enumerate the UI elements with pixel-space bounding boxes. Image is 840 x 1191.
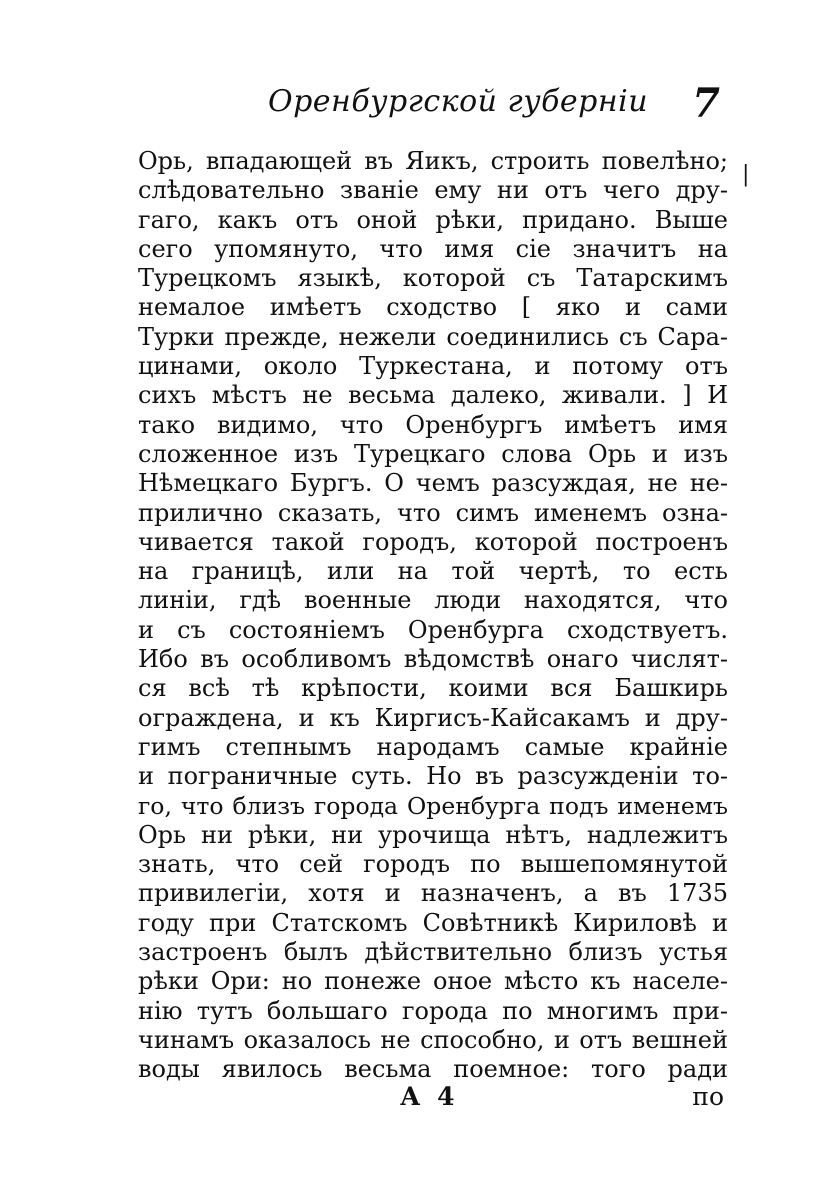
text-line: Турецкомъ языкѣ, которой съ Татарскимъ [138,264,728,293]
text-line: Орь, впадающей въ Яикъ, строить повелѣно; [138,147,728,175]
text-line: сего упомянуто, что имя сіе значитъ на [138,234,728,263]
text-line: гаго, какъ отъ оной рѣки, придано. Выше [138,205,728,234]
text-line: сложенное изъ Турецкаго слова Орь и изъ [138,439,728,468]
text-line: тако видимо, что Оренбургъ имѣетъ имя [138,410,728,439]
text-line: Нѣмецкаго Бургъ. О чемъ разсуждая, не не- [138,469,728,498]
text-line: Турки прежде, нежели соединились съ Сара- [138,322,728,351]
text-line: прилично сказать, что симъ именемъ озна- [138,498,728,527]
page-number: 7 [692,80,720,127]
text-line: ся всѣ тѣ крѣпости, коими вся Башкирь [138,674,728,703]
text-line: на границѣ, или на той чертѣ, то есть [138,557,728,586]
text-line: и съ состояніемъ Оренбурга сходствуетъ. [138,615,728,644]
text-line: линіи, гдѣ военные люди находятся, что [138,586,728,615]
text-line: и пограничные суть. Но въ разсужденіи то- [138,762,728,791]
text-line: сихъ мѣстъ не весьма далеко, живали. ] И [138,381,728,410]
text-line: го, что близъ города Оренбурга подъ именемъ [138,791,728,820]
page-header [138,80,728,136]
catchword: по [692,1082,724,1111]
text-line: гимъ степнымъ народамъ самые крайніе [138,732,728,761]
text-line: рѣки Ори: но понеже оное мѣсто къ населе- [138,967,728,996]
text-line: привилегіи, хотя и назначенъ, а въ 1735 [138,879,728,908]
text-line: нію тутъ большаго города по многимъ при- [138,996,728,1025]
text-line: чинамъ оказалось не способно, и отъ вешней [138,1025,728,1054]
text-line: слѣдовательно званіе ему ни отъ чего дру- [138,176,728,205]
running-head: Оренбургской губерніи [268,84,649,119]
text-line: цинами, около Туркестана, и потому отъ [138,352,728,381]
page-footer [138,1082,728,1116]
text-line: застроенъ былъ дѣйствительно близъ устья [138,938,728,967]
text-line: воды явилось весьма поемное: того ради [138,1055,728,1084]
margin-mark: | [742,162,750,187]
signature-mark: А 4 [400,1082,459,1111]
text-line: чивается такой городъ, которой построенъ [138,527,728,556]
text-line: немалое имѣетъ сходство [ яко и сами [138,293,728,322]
text-line: Орь ни рѣки, ни урочища нѣтъ, надлежитъ [138,820,728,849]
text-line: знать, что сей городъ по вышепомянутой [138,850,728,879]
text-line: году при Статскомъ Совѣтникѣ Кириловѣ и [138,908,728,937]
text-line: ограждена, и къ Киргисъ-Кайсакамъ и дру- [138,703,728,732]
text-line: Ибо въ особливомъ вѣдомствѣ онаго числят- [138,645,728,674]
body-text [138,147,728,1085]
